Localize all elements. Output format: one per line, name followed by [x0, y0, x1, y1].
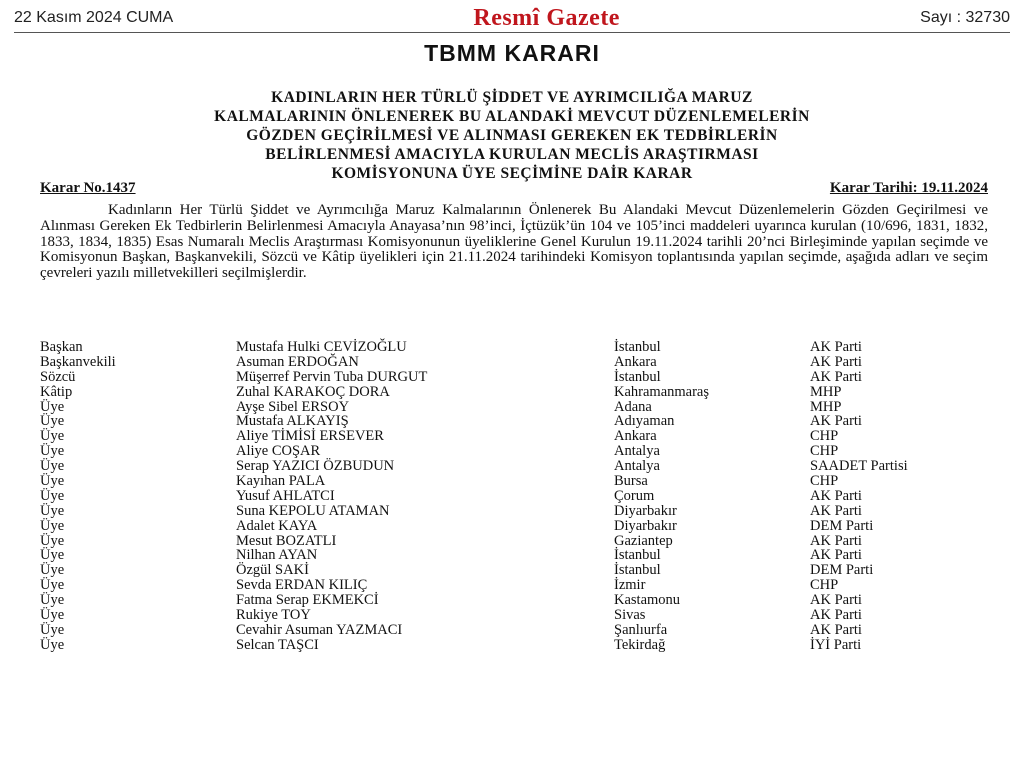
member-row	[40, 623, 1000, 638]
member-city: Antalya	[614, 443, 660, 460]
member-party: MHP	[810, 383, 842, 400]
member-role: Kâtip	[40, 383, 73, 400]
member-city: Sivas	[614, 607, 646, 624]
issue-date: 22 Kasım 2024 CUMA	[14, 9, 174, 26]
member-row	[40, 414, 1000, 429]
member-name: Aliye TİMİSİ ERSEVER	[236, 428, 384, 445]
member-role: Üye	[40, 547, 65, 564]
member-city: İzmir	[614, 577, 646, 594]
member-row	[40, 504, 1000, 519]
member-party: İYİ Parti	[810, 636, 862, 653]
member-row	[40, 578, 1000, 593]
subject-line: BELİRLENMESİ AMACIYLA KURULAN MECLİS ARAŞTIRMASI	[265, 146, 759, 163]
member-party: CHP	[810, 577, 839, 594]
member-role: Üye	[40, 398, 65, 415]
member-list	[40, 340, 1000, 653]
member-name: Adalet KAYA	[236, 517, 318, 534]
decision-heading: TBMM KARARI	[424, 40, 600, 66]
member-city: Adana	[614, 398, 652, 415]
member-city: Diyarbakır	[614, 502, 677, 519]
member-party: SAADET Partisi	[810, 458, 908, 475]
member-name: Müşerref Pervin Tuba DURGUT	[236, 368, 428, 385]
member-name: Fatma Serap EKMEKCİ	[236, 592, 379, 609]
member-city: Kastamonu	[614, 592, 681, 609]
member-name: Ayşe Sibel ERSOY	[236, 398, 350, 415]
member-name: Rukiye TOY	[236, 607, 311, 624]
member-city: Adıyaman	[614, 413, 675, 430]
member-party: AK Parti	[810, 621, 862, 638]
member-party: CHP	[810, 473, 839, 490]
subject-line: KOMİSYONUNA ÜYE SEÇİMİNE DAİR KARAR	[331, 165, 693, 182]
member-city: Diyarbakır	[614, 517, 677, 534]
member-party: AK Parti	[810, 368, 862, 385]
subject-line: GÖZDEN GEÇİRİLMESİ VE ALINMASI GEREKEN EK TEDBİRLERİN	[246, 127, 778, 144]
member-party: AK Parti	[810, 592, 862, 609]
member-role: Üye	[40, 473, 65, 490]
member-party: DEM Parti	[810, 562, 874, 579]
member-party: AK Parti	[810, 502, 862, 519]
member-city: Tekirdağ	[614, 636, 666, 653]
member-row	[40, 563, 1000, 578]
issue-number: Sayı : 32730	[920, 9, 1010, 26]
member-party: MHP	[810, 398, 842, 415]
subject-line: KADINLARIN HER TÜRLÜ ŞİDDET VE AYRIMCILIĞA MARUZ	[271, 89, 753, 106]
member-role: Üye	[40, 487, 65, 504]
gazette-header	[14, 4, 1010, 32]
member-name: Yusuf AHLATCI	[236, 487, 335, 504]
member-role: Başkan	[40, 339, 83, 355]
member-row	[40, 593, 1000, 608]
member-name: Zuhal KARAKOÇ DORA	[236, 383, 390, 400]
member-city: İstanbul	[614, 562, 661, 579]
member-name: Mustafa ALKAYIŞ	[236, 413, 349, 430]
member-city: Kahramanmaraş	[614, 383, 710, 400]
member-row	[40, 474, 1000, 489]
member-name: Aliye COŞAR	[236, 443, 321, 460]
member-row	[40, 340, 1000, 355]
member-party: DEM Parti	[810, 517, 874, 534]
member-name: Nilhan AYAN	[236, 547, 318, 564]
member-name: Serap YAZICI ÖZBUDUN	[236, 458, 395, 475]
member-role: Üye	[40, 502, 65, 519]
member-row	[40, 400, 1000, 415]
member-party: AK Parti	[810, 532, 862, 549]
member-role: Sözcü	[40, 368, 76, 385]
member-row	[40, 429, 1000, 444]
member-city: Şanlıurfa	[614, 621, 668, 638]
member-row	[40, 608, 1000, 623]
member-name: Cevahir Asuman YAZMACI	[236, 621, 403, 638]
member-row	[40, 370, 1000, 385]
member-row	[40, 385, 1000, 400]
member-role: Üye	[40, 592, 65, 609]
decision-body: Kadınların Her Türlü Şiddet ve Ayrımcılığa Maruz Kalmalarının Önlenerek Bu Alandaki Mevcut Düzenlemelerin Gözden Geçirilmesi ve Alınması Gereken Ek Tedbirlerin Belirlenmesi Amacıyla Anayasa’nın 98’inci, İçtüzük’ün 104 ve 105’inci maddeleri uyarınca kurulan (10/696, 1831, 1832, 1833, 1834, 1835) Esas Numaralı Meclis Araştırması Komisyonunun üyeliklerine Genel Kurulun 19.11.2024 tarihli 20’nci Birleşiminde yapılan seçimde ve Komisyonun Başkan, Başkanvekili, Sözcü ve Kâtip üyelikleri için 21.11.2024 tarihindeki Komisyon toplantısında yapılan seçimde, aşağıda adları ve seçim çevreleri yazılı milletvekilleri seçilmişlerdir.	[40, 202, 988, 282]
member-city: Ankara	[614, 428, 657, 445]
decision-reference	[40, 180, 988, 197]
member-row	[40, 489, 1000, 504]
member-row	[40, 519, 1000, 534]
member-city: Antalya	[614, 458, 660, 475]
member-role: Başkanvekili	[40, 353, 116, 370]
decision-number: Karar No.1437	[40, 180, 136, 196]
member-role: Üye	[40, 413, 65, 430]
member-role: Üye	[40, 607, 65, 624]
member-city: Çorum	[614, 487, 655, 504]
member-name: Kayıhan PALA	[236, 473, 326, 490]
member-name: Asuman ERDOĞAN	[236, 353, 359, 370]
member-party: AK Parti	[810, 547, 862, 564]
member-name: Suna KEPOLU ATAMAN	[236, 502, 390, 519]
member-name: Sevda ERDAN KILIÇ	[236, 577, 368, 594]
member-party: CHP	[810, 428, 839, 445]
member-row	[40, 534, 1000, 549]
member-party: AK Parti	[810, 607, 862, 624]
member-name: Selcan TAŞCI	[236, 636, 319, 653]
member-role: Üye	[40, 562, 65, 579]
member-city: Gaziantep	[614, 532, 673, 549]
member-role: Üye	[40, 636, 65, 653]
member-name: Özgül SAKİ	[236, 562, 309, 579]
header-divider	[14, 32, 1010, 33]
gazette-title: Resmî Gazete	[473, 4, 620, 31]
member-row	[40, 459, 1000, 474]
member-row	[40, 444, 1000, 459]
member-city: İstanbul	[614, 368, 661, 385]
subject-line: KALMALARININ ÖNLENEREK BU ALANDAKİ MEVCUT DÜZENLEMELERİN	[214, 108, 810, 125]
member-name: Mesut BOZATLI	[236, 532, 337, 549]
member-party: AK Parti	[810, 353, 862, 370]
decision-date: Karar Tarihi: 19.11.2024	[829, 180, 988, 196]
member-party: CHP	[810, 443, 839, 460]
member-city: Bursa	[614, 473, 648, 490]
member-name: Mustafa Hulki CEVİZOĞLU	[236, 339, 407, 355]
member-party: AK Parti	[810, 413, 862, 430]
member-role: Üye	[40, 428, 65, 445]
member-role: Üye	[40, 577, 65, 594]
member-city: İstanbul	[614, 547, 661, 564]
member-role: Üye	[40, 532, 65, 549]
member-row	[40, 355, 1000, 370]
member-role: Üye	[40, 443, 65, 460]
member-role: Üye	[40, 517, 65, 534]
member-city: Ankara	[614, 353, 657, 370]
member-row	[40, 638, 1000, 653]
member-role: Üye	[40, 621, 65, 638]
member-row	[40, 548, 1000, 563]
member-party: AK Parti	[810, 487, 862, 504]
member-city: İstanbul	[614, 339, 661, 355]
member-role: Üye	[40, 458, 65, 475]
member-party: AK Parti	[810, 339, 862, 355]
decision-subject	[100, 88, 924, 183]
